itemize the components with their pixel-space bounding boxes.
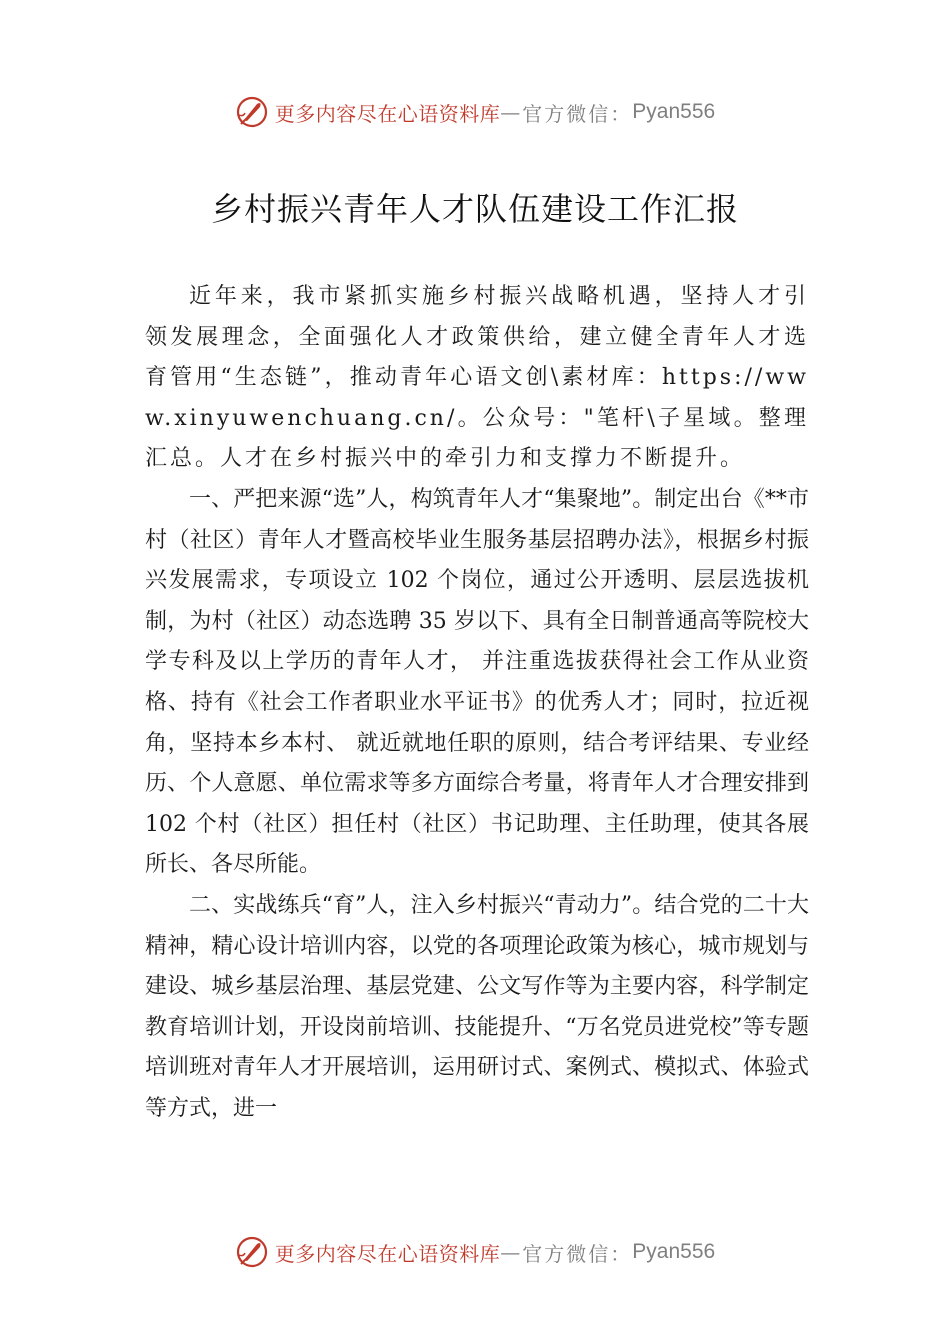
banner-contact-label: 官方微信： — [522, 101, 633, 126]
paragraph-section-one: 一、严把来源“选”人，构筑青年人才“集聚地”。制定出台《**市村（社区）青年人才暨高校毕业生服务基层招聘办法》，根据乡村振兴发展需求，专项设立 102 个岗位，通过公开透明、层层选拔机制，为村（社区）动态选聘 35 岁以下、具有全日制普通高等院校大学专科及以上学历的青年人才， 并注重选拔获得社会工作从业资格、持有《社会工作者职业水平证书》的优秀人才；同时，拉近视角，坚持本乡本村、 就近就地任职的原则，结合考评结果、专业经历、个人意愿、单位需求等多方面综合考量，将青年人才合理安排到 102 个村（社区）担任村（社区）书记助理、主任助理，使其各展所长、各尽所能。 — [145, 486, 809, 878]
banner-wechat-handle: Pyan556 — [632, 100, 716, 123]
banner-slogan: 更多内容尽在心语资料库 — [274, 1241, 501, 1266]
banner-dash: — — [500, 1240, 523, 1264]
banner-slogan: 更多内容尽在心语资料库 — [274, 101, 501, 126]
footer-banner — [0, 1232, 950, 1272]
banner-wechat-handle: Pyan556 — [632, 1240, 716, 1263]
paragraph-intro: 近年来，我市紧抓实施乡村振兴战略机遇，坚持人才引领发展理念，全面强化人才政策供给，建立健全青年人才选育管用“生态链”，推动青年心语文创\素材库：https://www.xinyuwenchuang.cn/。公众号："笔杆\子星域。整理汇总。人才在乡村振兴中的牵引力和支撑力不断提升。 — [145, 284, 809, 472]
banner-contact-label: 官方微信： — [522, 1241, 633, 1266]
quill-logo-icon — [235, 1235, 269, 1269]
quill-logo-icon — [235, 95, 269, 129]
document-body — [145, 277, 809, 1129]
banner-dash: — — [500, 100, 523, 124]
paragraph-section-two: 二、实战练兵“育”人，注入乡村振兴“青动力”。结合党的二十大精神，精心设计培训内容，以党的各项理论政策为核心，城市规划与建设、城乡基层治理、基层党建、公文写作等为主要内容，科学制定教育培训计划，开设岗前培训、技能提升、“万名党员进党校”等专题培训班对青年人才开展培训，运用研讨式、案例式、模拟式、体验式等方式，进一 — [145, 892, 809, 1121]
header-banner — [0, 92, 950, 132]
document-title: 乡村振兴青年人才队伍建设工作汇报 — [210, 190, 739, 228]
